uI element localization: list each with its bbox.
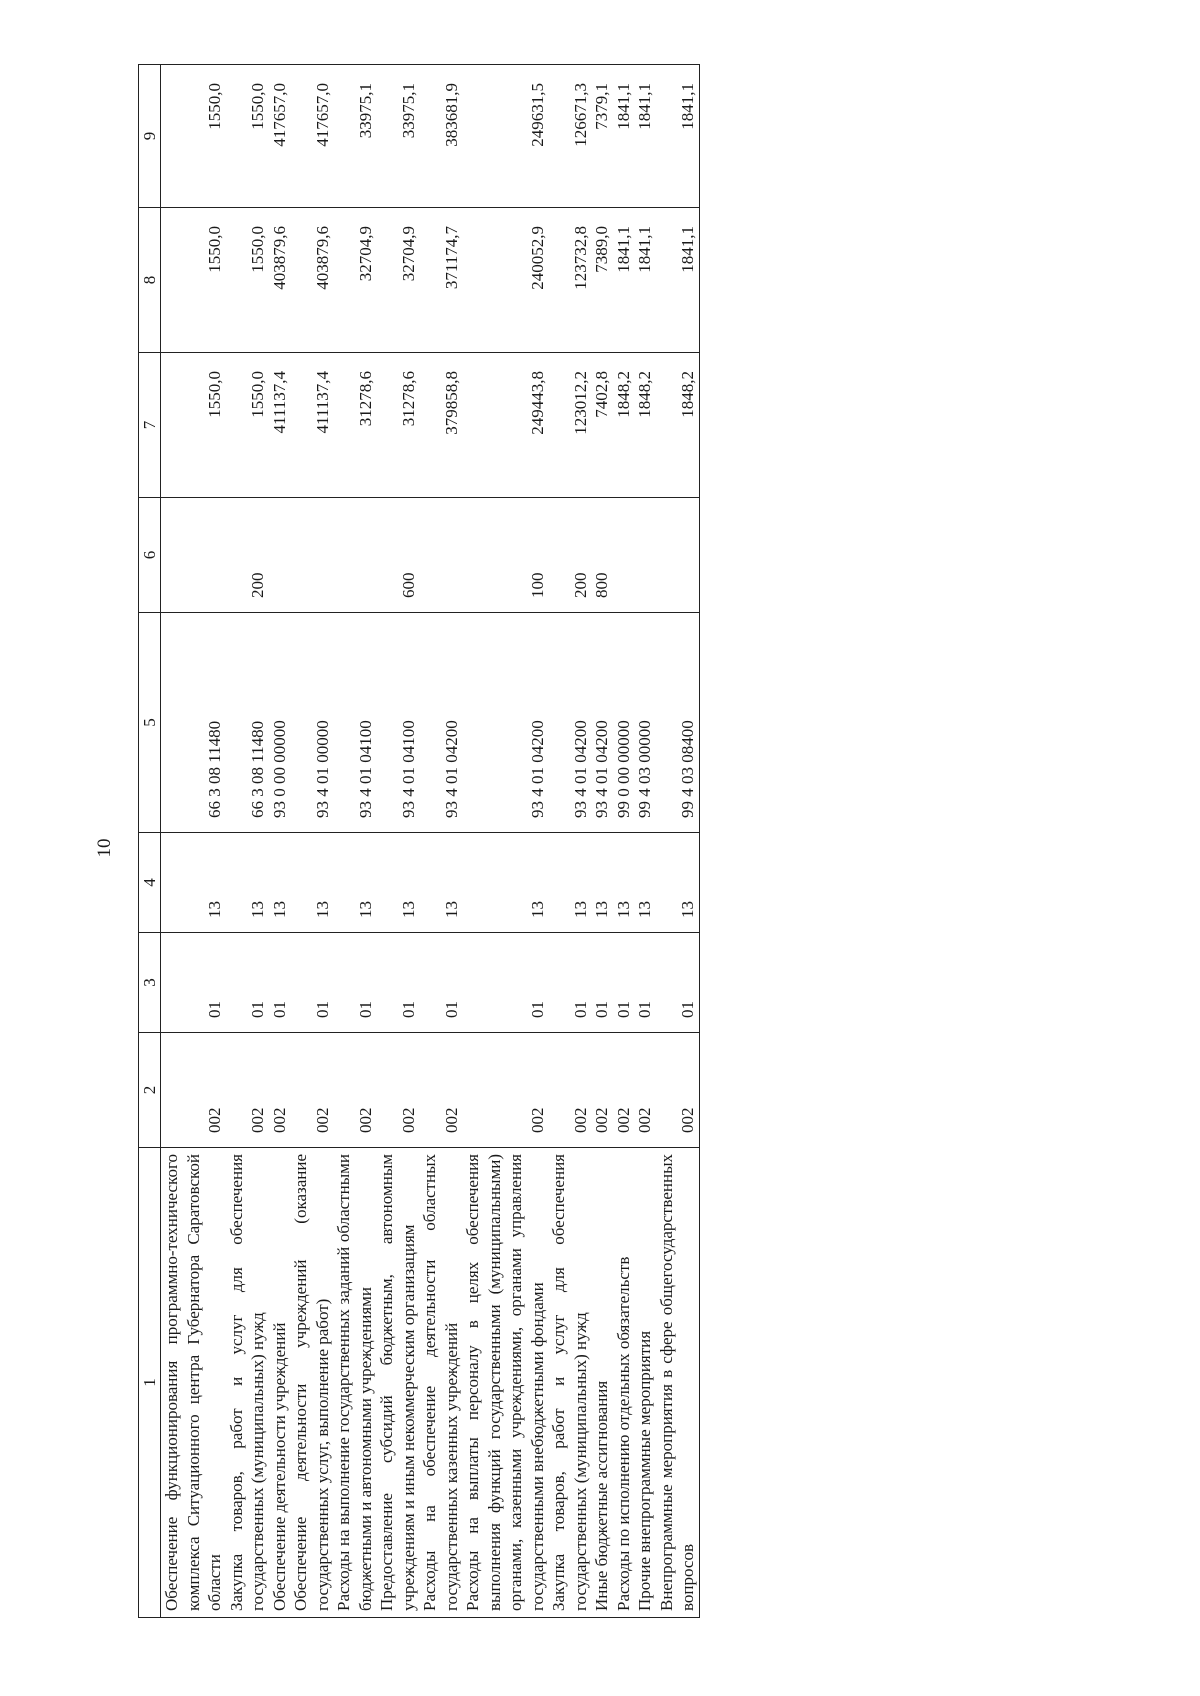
cell-amount-year-2: 123732,8 [548,208,591,353]
column-header: 3 [139,933,161,1033]
cell-amount-year-1: 1848,2 [613,353,635,498]
cell-amount-year-3: 417657,0 [269,65,291,208]
table-body [161,65,700,1618]
cell-amount-year-1: 249443,8 [462,353,548,498]
cell-expense-type: 100 [462,498,548,613]
cell-amount-year-1: 379858,8 [419,353,462,498]
table-row [333,65,376,1618]
cell-expense-type [161,498,226,613]
cell-section: 01 [269,933,291,1033]
cell-amount-year-2: 32704,9 [333,208,376,353]
cell-target-article: 99 4 03 08400 [656,613,700,833]
table-row [462,65,548,1618]
cell-expense-type [634,498,656,613]
cell-name: Предоставление субсидий бюджетным, автономным учреждениям и иным некоммерческим организациям [376,1148,419,1618]
cell-name: Закупка товаров, работ и услуг для обеспечения государственных (муниципальных) нужд [548,1148,591,1618]
cell-admin-code: 002 [333,1033,376,1148]
cell-subsection: 13 [419,833,462,933]
cell-expense-type: 600 [376,498,419,613]
cell-subsection: 13 [333,833,376,933]
cell-amount-year-1: 1550,0 [161,353,226,498]
cell-amount-year-2: 371174,7 [419,208,462,353]
cell-name: Расходы на выполнение государственных заданий областными бюджетными и автономными учреждениями [333,1148,376,1618]
cell-admin-code: 002 [656,1033,700,1148]
cell-amount-year-3: 7379,1 [591,65,613,208]
cell-admin-code: 002 [634,1033,656,1148]
cell-amount-year-2: 32704,9 [376,208,419,353]
cell-section: 01 [634,933,656,1033]
cell-amount-year-1: 411137,4 [269,353,291,498]
cell-target-article: 66 3 08 11480 [161,613,226,833]
cell-name: Прочие внепрограммные мероприятия [634,1148,656,1618]
column-header: 8 [139,208,161,353]
cell-name: Иные бюджетные ассигнования [591,1148,613,1618]
cell-subsection: 13 [656,833,700,933]
cell-subsection: 13 [269,833,291,933]
cell-amount-year-3: 383681,9 [419,65,462,208]
table-row [226,65,269,1618]
column-header: 5 [139,613,161,833]
cell-amount-year-2: 240052,9 [462,208,548,353]
cell-section: 01 [548,933,591,1033]
cell-target-article: 93 4 01 00000 [290,613,333,833]
cell-amount-year-2: 403879,6 [269,208,291,353]
cell-amount-year-1: 31278,6 [376,353,419,498]
header-row [139,65,161,1618]
cell-target-article: 93 4 01 04200 [462,613,548,833]
cell-subsection: 13 [634,833,656,933]
cell-amount-year-2: 1550,0 [226,208,269,353]
cell-target-article: 93 4 01 04100 [333,613,376,833]
cell-section: 01 [290,933,333,1033]
cell-admin-code: 002 [161,1033,226,1148]
cell-admin-code: 002 [591,1033,613,1148]
cell-target-article: 93 4 01 04200 [548,613,591,833]
table-row [656,65,700,1618]
cell-expense-type: 200 [548,498,591,613]
cell-admin-code: 002 [226,1033,269,1148]
cell-subsection: 13 [226,833,269,933]
page-number: 10 [94,838,115,858]
cell-amount-year-3: 1550,0 [226,65,269,208]
cell-section: 01 [161,933,226,1033]
cell-name: Расходы на обеспечение деятельности областных государственных казенных учреждений [419,1148,462,1618]
cell-amount-year-1: 1848,2 [656,353,700,498]
table-row [269,65,291,1618]
cell-subsection: 13 [376,833,419,933]
budget-table [138,64,700,1618]
cell-section: 01 [613,933,635,1033]
cell-section: 01 [656,933,700,1033]
column-header: 7 [139,353,161,498]
cell-admin-code: 002 [419,1033,462,1148]
cell-subsection: 13 [290,833,333,933]
column-header: 4 [139,833,161,933]
table-row [161,65,226,1618]
cell-subsection: 13 [548,833,591,933]
cell-amount-year-3: 33975,1 [333,65,376,208]
cell-target-article: 66 3 08 11480 [226,613,269,833]
cell-amount-year-2: 1550,0 [161,208,226,353]
cell-amount-year-1: 7402,8 [591,353,613,498]
cell-amount-year-3: 126671,3 [548,65,591,208]
cell-admin-code: 002 [548,1033,591,1148]
cell-expense-type [269,498,291,613]
cell-expense-type [656,498,700,613]
column-header: 2 [139,1033,161,1148]
cell-amount-year-1: 1550,0 [226,353,269,498]
cell-target-article: 93 4 01 04200 [419,613,462,833]
table-row [634,65,656,1618]
cell-subsection: 13 [161,833,226,933]
cell-section: 01 [333,933,376,1033]
table-row [591,65,613,1618]
cell-amount-year-1: 31278,6 [333,353,376,498]
cell-amount-year-2: 1841,1 [613,208,635,353]
cell-name: Расходы на выплаты персоналу в целях обеспечения выполнения функций государственными (муниципальными) органами, казенными учреждениями, органами управления государственными внебюджетными фондами [462,1148,548,1618]
column-header: 9 [139,65,161,208]
rotated-sheet [138,65,1200,1618]
cell-amount-year-2: 7389,0 [591,208,613,353]
cell-name: Обеспечение функционирования программно-технического комплекса Ситуационного центра Губернатора Саратовской области [161,1148,226,1618]
cell-admin-code: 002 [290,1033,333,1148]
cell-section: 01 [376,933,419,1033]
table-row [548,65,591,1618]
cell-target-article: 99 0 00 00000 [613,613,635,833]
cell-amount-year-3: 1841,1 [613,65,635,208]
cell-expense-type [419,498,462,613]
table-row [290,65,333,1618]
cell-admin-code: 002 [613,1033,635,1148]
cell-amount-year-2: 1841,1 [656,208,700,353]
sheet-content [138,65,1200,1618]
cell-amount-year-3: 33975,1 [376,65,419,208]
cell-expense-type: 200 [226,498,269,613]
column-header: 6 [139,498,161,613]
cell-target-article: 93 4 01 04200 [591,613,613,833]
column-header: 1 [139,1148,161,1618]
cell-amount-year-1: 1848,2 [634,353,656,498]
cell-amount-year-2: 1841,1 [634,208,656,353]
cell-subsection: 13 [613,833,635,933]
cell-name: Расходы по исполнению отдельных обязательств [613,1148,635,1618]
cell-name: Обеспечение деятельности учреждений [269,1148,291,1618]
cell-amount-year-3: 417657,0 [290,65,333,208]
cell-amount-year-1: 123012,2 [548,353,591,498]
cell-section: 01 [226,933,269,1033]
cell-target-article: 93 4 01 04100 [376,613,419,833]
cell-subsection: 13 [591,833,613,933]
cell-amount-year-2: 403879,6 [290,208,333,353]
cell-section: 01 [462,933,548,1033]
cell-admin-code: 002 [269,1033,291,1148]
cell-amount-year-3: 1550,0 [161,65,226,208]
cell-amount-year-1: 411137,4 [290,353,333,498]
cell-section: 01 [591,933,613,1033]
cell-amount-year-3: 1841,1 [656,65,700,208]
cell-expense-type [290,498,333,613]
cell-target-article: 99 4 03 00000 [634,613,656,833]
cell-subsection: 13 [462,833,548,933]
cell-amount-year-3: 1841,1 [634,65,656,208]
cell-admin-code: 002 [376,1033,419,1148]
table-row [419,65,462,1618]
table-row [613,65,635,1618]
cell-target-article: 93 0 00 00000 [269,613,291,833]
cell-section: 01 [419,933,462,1033]
cell-admin-code: 002 [462,1033,548,1148]
cell-name: Внепрограммные мероприятия в сфере общегосударственных вопросов [656,1148,700,1618]
cell-expense-type [333,498,376,613]
cell-amount-year-3: 249631,5 [462,65,548,208]
cell-name: Закупка товаров, работ и услуг для обеспечения государственных (муниципальных) нужд [226,1148,269,1618]
cell-name: Обеспечение деятельности учреждений (оказание государственных услуг, выполнение работ) [290,1148,333,1618]
cell-expense-type: 800 [591,498,613,613]
table-row [376,65,419,1618]
cell-expense-type [613,498,635,613]
